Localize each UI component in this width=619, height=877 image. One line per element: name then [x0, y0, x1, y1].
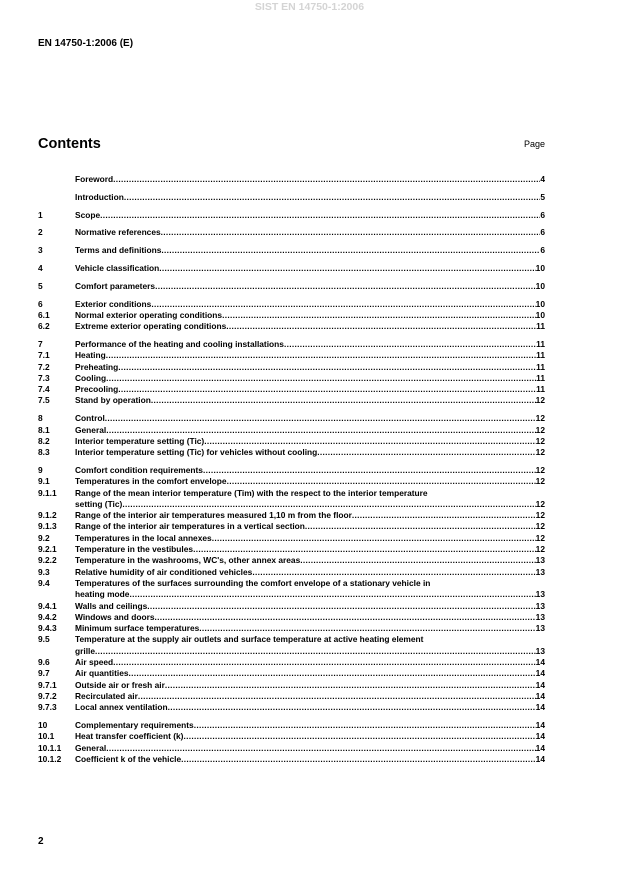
toc-entry-title: Walls and ceilings	[75, 600, 148, 611]
contents-title: Contents	[38, 136, 101, 152]
toc-entry	[38, 691, 545, 702]
dot-leader	[113, 657, 536, 668]
toc-entry-page: 14	[535, 668, 545, 679]
dot-leader	[305, 521, 536, 532]
toc-entry-title: Foreword	[75, 174, 114, 184]
toc-entry	[38, 720, 545, 731]
dot-leader	[147, 601, 535, 612]
toc-entry-page: 13	[535, 623, 545, 634]
toc-entry-number: 9.7.1	[38, 679, 57, 690]
toc-entry	[38, 731, 545, 742]
toc-entry-number: 6.1	[38, 309, 50, 320]
dot-leader	[106, 373, 536, 384]
toc-entry-title: Control	[75, 413, 105, 424]
toc-entry	[38, 263, 545, 274]
toc-entry	[38, 510, 545, 521]
toc-entry	[38, 754, 545, 765]
dot-leader	[129, 589, 535, 600]
toc-entry-title: Temperatures in the local annexes	[75, 532, 212, 543]
dot-leader	[284, 339, 536, 350]
toc-entry-page: 12	[535, 395, 545, 406]
toc-entry-page: 14	[535, 719, 545, 730]
toc-entry-title: Recirculated air	[75, 690, 138, 701]
toc-entry-page: 12	[535, 413, 545, 424]
toc-entry-title: Temperatures in the comfort envelope	[75, 476, 227, 487]
dot-leader	[300, 555, 535, 566]
toc-entry	[38, 476, 545, 487]
dot-leader	[161, 227, 541, 238]
toc-entry-number: 8	[38, 413, 43, 424]
toc-entry-page: 13	[535, 645, 545, 656]
toc-entry-title: Heat transfer coefficient (k)	[75, 731, 184, 742]
dot-leader	[193, 544, 536, 555]
toc-entry-page: 14	[535, 656, 545, 667]
toc-entry	[38, 668, 545, 679]
dot-leader	[352, 510, 536, 521]
toc-entry-page: 14	[535, 690, 545, 701]
toc-entry-page: 10	[535, 298, 545, 309]
toc-entry-page: 12	[535, 435, 545, 446]
toc-entry-number: 9	[38, 464, 43, 475]
dot-leader	[129, 668, 536, 679]
toc-entry-title: Scope	[75, 209, 101, 220]
toc-entry	[38, 281, 545, 292]
toc-entry-title: Normal exterior operating conditions	[75, 309, 223, 320]
toc-entry-page: 13	[535, 589, 545, 600]
toc-entry	[38, 634, 545, 645]
toc-entry-page: 13	[535, 600, 545, 611]
toc-entry	[38, 555, 545, 566]
toc-entry-number: 9.1.3	[38, 521, 57, 532]
toc-entry	[38, 321, 545, 332]
toc-entry	[38, 299, 545, 310]
toc-entry-number: 9.2.1	[38, 544, 57, 555]
toc-entry-page: 11	[536, 384, 545, 395]
toc-entry-title: Temperature in the washrooms, WC's, other annex areas	[75, 555, 301, 566]
dot-leader	[181, 754, 536, 765]
toc-entry-page: 4	[540, 174, 545, 184]
toc-entry-page: 12	[535, 464, 545, 475]
toc-entry-title: Relative humidity of air conditioned vehicles	[75, 566, 253, 577]
toc-entry-number: 9.1	[38, 476, 50, 487]
toc-entry-page: 10	[535, 262, 545, 273]
toc-entry-title: Extreme exterior operating conditions	[75, 321, 227, 332]
toc-entry	[38, 413, 545, 424]
toc-entry	[38, 680, 545, 691]
toc-entry-title: Performance of the heating and cooling installations	[75, 338, 284, 349]
dot-leader	[204, 436, 535, 447]
toc-entry-page: 12	[535, 510, 545, 521]
toc-entry-number: 9.2.2	[38, 555, 57, 566]
document-header: EN 14750-1:2006 (E)	[38, 38, 134, 49]
dot-leader	[138, 691, 536, 702]
dot-leader	[151, 395, 536, 406]
toc-entry	[38, 612, 545, 623]
toc-entry-page: 10	[535, 280, 545, 291]
dot-leader	[105, 413, 536, 424]
toc-entry	[38, 227, 545, 238]
toc-entry	[38, 488, 545, 499]
toc-entry-page: 10	[535, 309, 545, 320]
toc-entry	[38, 702, 545, 713]
dot-leader	[155, 612, 536, 623]
toc-entry	[38, 646, 545, 657]
toc-entry	[38, 192, 545, 203]
toc-entry	[38, 578, 545, 589]
toc-entry-number: 9.4	[38, 577, 50, 588]
toc-entry-number: 7.4	[38, 384, 50, 395]
toc-entry	[38, 589, 545, 600]
toc-entry-number: 6.2	[38, 321, 50, 332]
toc-entry-page: 11	[536, 372, 545, 383]
toc-entry-title: Stand by operation	[75, 395, 151, 406]
toc-entry-title: General	[75, 742, 107, 753]
toc-entry-page: 12	[535, 544, 545, 555]
toc-entry-number: 9.1.1	[38, 487, 57, 498]
toc-entry-page: 14	[535, 731, 545, 742]
dot-leader	[100, 210, 540, 221]
dot-leader	[95, 646, 536, 657]
dot-leader	[118, 362, 536, 373]
toc-entry-number: 7.2	[38, 361, 50, 372]
dot-leader	[183, 731, 535, 742]
toc-entry-number: 9.4.2	[38, 611, 57, 622]
toc-entry	[38, 623, 545, 634]
toc-entry	[38, 499, 545, 510]
dot-leader	[203, 465, 536, 476]
page-column-label: Page	[523, 139, 545, 149]
dot-leader	[155, 281, 536, 292]
toc-entry	[38, 436, 545, 447]
toc-entry	[38, 350, 545, 361]
toc-entry-number: 7	[38, 338, 43, 349]
page-number: 2	[38, 836, 44, 847]
toc-entry	[38, 567, 545, 578]
toc-entry-number: 9.7.3	[38, 702, 57, 713]
toc-entry	[38, 544, 545, 555]
toc-entry-page: 14	[535, 679, 545, 690]
toc-entry-page: 12	[535, 447, 545, 458]
dot-leader	[317, 447, 535, 458]
toc-entry-title: grille	[75, 645, 96, 656]
toc-entry-number: 7.5	[38, 395, 50, 406]
toc-entry-page: 14	[535, 702, 545, 713]
toc-entry-number: 10	[38, 719, 48, 730]
dot-leader	[118, 384, 536, 395]
toc-entry-page: 6	[540, 245, 545, 256]
toc-entry-number: 9.2	[38, 532, 50, 543]
toc-entry	[38, 210, 545, 221]
toc-entry-title: Minimum surface temperatures	[75, 623, 200, 634]
toc-entry-title: Comfort condition requirements	[75, 464, 203, 475]
toc-entry-title: setting (Tic)	[75, 498, 123, 509]
toc-entry	[38, 743, 545, 754]
toc-entry-title: Coefficient k of the vehicle	[75, 753, 182, 764]
toc-entry-number: 4	[38, 262, 43, 273]
toc-entry-title: Range of the interior air temperatures in a vertical section	[75, 521, 305, 532]
toc-entry-page: 13	[535, 555, 545, 566]
toc-entry	[38, 521, 545, 532]
dot-leader	[252, 567, 535, 578]
toc-entry-number: 5	[38, 280, 43, 291]
toc-entry-title: Normative references	[75, 227, 161, 238]
toc-entry-number: 6	[38, 298, 43, 309]
toc-entry-page: 13	[535, 611, 545, 622]
dot-leader	[194, 720, 536, 731]
toc-entry	[38, 601, 545, 612]
toc-entry-number: 3	[38, 245, 43, 256]
toc-entry-title: Windows and doors	[75, 611, 155, 622]
toc-entry	[38, 339, 545, 350]
dot-leader	[222, 310, 536, 321]
toc-entry-number: 7.3	[38, 372, 50, 383]
toc-entry-number: 9.5	[38, 634, 50, 645]
toc-entry-number: 8.2	[38, 435, 50, 446]
dot-leader	[159, 263, 535, 274]
toc-entry	[38, 657, 545, 668]
toc-entry	[38, 533, 545, 544]
dot-leader	[199, 623, 535, 634]
toc-entry-number: 9.4.1	[38, 600, 57, 611]
toc-entry-page: 12	[535, 476, 545, 487]
toc-entry-title: Temperatures of the surfaces surrounding the comfort envelope of a stationary vehicle in	[75, 577, 431, 588]
toc-entry-title: Terms and definitions	[75, 245, 162, 256]
toc-entry	[38, 362, 545, 373]
toc-entry-number: 9.1.2	[38, 510, 57, 521]
toc-entry-number: 9.3	[38, 566, 50, 577]
dot-leader	[106, 350, 536, 361]
toc-entry-title: Interior temperature setting (Tic)	[75, 435, 205, 446]
toc-entry	[38, 395, 545, 406]
toc-entry-page: 12	[535, 532, 545, 543]
toc-entry	[38, 425, 545, 436]
toc-entry-number: 9.4.3	[38, 623, 57, 634]
toc-entry-number: 1	[38, 209, 43, 220]
toc-entry-title: Air quantities	[75, 668, 129, 679]
toc-entry-title: Interior temperature setting (Tic) for vehicles without cooling	[75, 447, 318, 458]
toc-entry-number: 10.1	[38, 731, 55, 742]
toc-entry-title: Complementary requirements	[75, 719, 194, 730]
dot-leader	[151, 299, 535, 310]
toc-entry-title: Range of the mean interior temperature (Tim) with the respect to the interior temperature	[75, 487, 428, 498]
toc-entry-title: Range of the interior air temperatures measured 1,10 m from the floor	[75, 510, 352, 521]
toc-entry-page: 11	[536, 321, 545, 332]
dot-leader	[226, 321, 536, 332]
dot-leader	[165, 680, 536, 691]
toc-entry	[38, 245, 545, 256]
toc-entry-page: 14	[535, 753, 545, 764]
table-of-contents	[38, 174, 545, 765]
toc-entry-page: 13	[535, 566, 545, 577]
dot-leader	[212, 533, 536, 544]
toc-entry	[38, 465, 545, 476]
dot-leader	[124, 192, 540, 203]
dot-leader	[122, 499, 535, 510]
toc-entry-page: 12	[535, 521, 545, 532]
toc-entry-title: Precooling	[75, 384, 119, 395]
toc-entry-title: Outside air or fresh air	[75, 679, 165, 690]
toc-entry	[38, 310, 545, 321]
toc-entry	[38, 384, 545, 395]
dot-leader	[168, 702, 536, 713]
toc-entry-page: 12	[535, 498, 545, 509]
toc-entry-page: 11	[536, 350, 545, 361]
toc-entry-page: 11	[536, 361, 545, 372]
toc-entry-number: 2	[38, 227, 43, 238]
toc-entry-page: 6	[540, 227, 545, 238]
toc-entry	[38, 447, 545, 458]
toc-entry-title: Introduction	[75, 191, 124, 202]
toc-entry-number: 10.1.1	[38, 742, 62, 753]
toc-entry-number: 9.7.2	[38, 690, 57, 701]
dot-leader	[106, 743, 535, 754]
dot-leader	[113, 174, 540, 185]
dot-leader	[161, 245, 540, 256]
watermark: SIST EN 14750-1:2006	[254, 1, 365, 13]
toc-entry-page: 14	[535, 742, 545, 753]
dot-leader	[227, 476, 536, 487]
toc-entry-title: Heating	[75, 350, 106, 361]
dot-leader	[106, 425, 535, 436]
toc-entry-number: 10.1.2	[38, 753, 62, 764]
toc-entry-number: 8.3	[38, 447, 50, 458]
toc-entry	[38, 174, 545, 185]
toc-entry-page: 6	[540, 209, 545, 220]
toc-entry-title: heating mode	[75, 589, 130, 600]
toc-entry-number: 8.1	[38, 424, 50, 435]
toc-entry-page: 12	[535, 424, 545, 435]
toc-entry-title: Air speed	[75, 656, 114, 667]
toc-entry-title: Cooling	[75, 372, 107, 383]
toc-entry-number: 9.7	[38, 668, 50, 679]
toc-entry-page: 11	[536, 338, 545, 349]
toc-entry-title: General	[75, 424, 107, 435]
toc-entry-title: Vehicle classification	[75, 262, 160, 273]
toc-entry	[38, 373, 545, 384]
toc-entry-number: 9.6	[38, 656, 50, 667]
toc-entry-title: Comfort parameters	[75, 280, 156, 291]
toc-entry-title: Temperature in the vestibules	[75, 544, 194, 555]
toc-entry-number: 7.1	[38, 350, 50, 361]
toc-entry-title: Preheating	[75, 361, 119, 372]
toc-entry-title: Local annex ventilation	[75, 702, 168, 713]
toc-entry-page: 5	[540, 191, 545, 202]
toc-entry-title: Exterior conditions	[75, 298, 152, 309]
toc-entry-title: Temperature at the supply air outlets and surface temperature at active heating element	[75, 634, 424, 645]
